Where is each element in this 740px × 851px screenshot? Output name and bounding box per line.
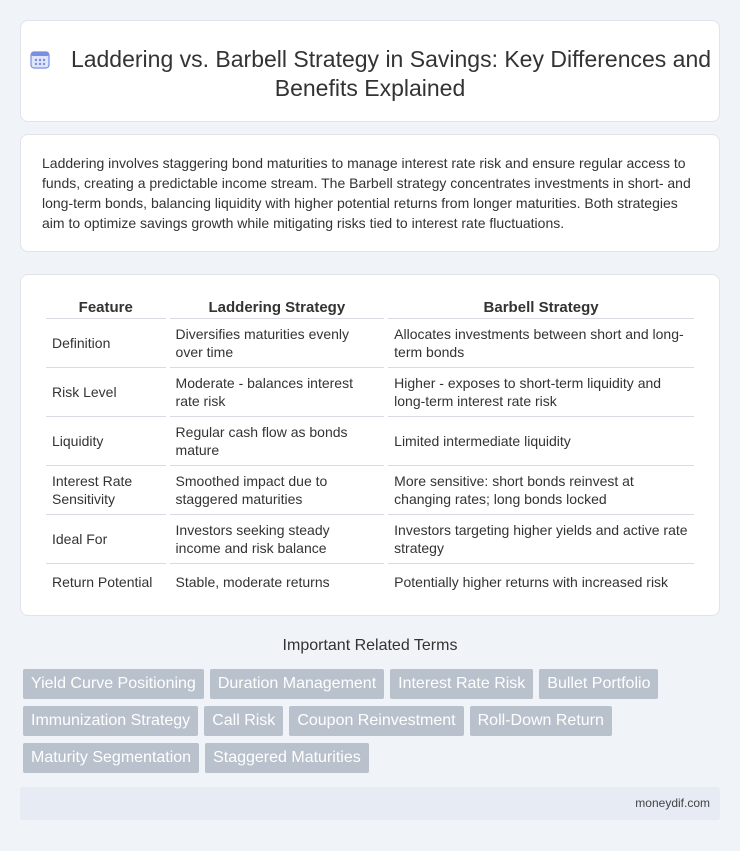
- header-card: [20, 20, 720, 122]
- calendar-icon: [29, 48, 51, 70]
- feature-cell: Interest Rate Sensitivity: [46, 466, 166, 515]
- laddering-cell: Moderate - balances interest rate risk: [170, 368, 385, 417]
- barbell-cell: Potentially higher returns with increased risk: [394, 573, 669, 590]
- related-term-tag[interactable]: Roll-Down Return: [470, 706, 612, 736]
- feature-cell: Ideal For: [46, 515, 166, 564]
- related-term-tag[interactable]: Staggered Maturities: [205, 743, 369, 773]
- related-term-tag[interactable]: Yield Curve Positioning: [23, 669, 204, 699]
- table-row: [46, 515, 694, 564]
- table-row: [46, 417, 694, 466]
- barbell-cell: Higher - exposes to short-term liquidity and long-term interest rate risk: [388, 368, 694, 417]
- footer-site-link[interactable]: moneydif.com: [635, 796, 710, 810]
- barbell-cell: Limited intermediate liquidity: [388, 417, 694, 466]
- table-row: [46, 368, 694, 417]
- laddering-cell: Investors seeking steady income and risk balance: [170, 515, 385, 564]
- header-barbell: Barbell Strategy: [388, 295, 694, 319]
- intro-paragraph: Laddering involves staggering bond maturities to manage interest rate risk and ensure regular access to funds, creating a predictable income stream. The Barbell strategy concentrates investments in short- and long-term bonds, balancing liquidity with higher potential returns from longer maturities. Both strategies aim to optimize savings growth while mitigating risks tied to interest rate fluctuations.: [42, 155, 691, 231]
- related-term-tag[interactable]: Coupon Reinvestment: [289, 706, 463, 736]
- related-term-tag[interactable]: Duration Management: [210, 669, 384, 699]
- table-row: [46, 319, 694, 368]
- laddering-cell: Regular cash flow as bonds mature: [170, 417, 385, 466]
- related-term-tag[interactable]: Maturity Segmentation: [23, 743, 199, 773]
- related-term-tag[interactable]: Call Risk: [204, 706, 283, 736]
- related-term-tag[interactable]: Bullet Portfolio: [539, 669, 658, 699]
- feature-cell: Return Potential: [52, 573, 153, 590]
- laddering-cell: Diversifies maturities evenly over time: [170, 319, 385, 368]
- page-title-text: Laddering vs. Barbell Strategy in Savings: Key Differences and Benefits Explained: [70, 46, 712, 101]
- title-wrap: [21, 45, 719, 103]
- table-row: [46, 466, 694, 515]
- related-term-tag[interactable]: Immunization Strategy: [23, 706, 198, 736]
- related-terms-title: Important Related Terms: [282, 637, 458, 654]
- feature-cell: Risk Level: [46, 368, 166, 417]
- feature-cell: Definition: [46, 319, 166, 368]
- laddering-cell: Smoothed impact due to staggered maturities: [170, 466, 385, 515]
- page-title: [21, 45, 719, 103]
- related-terms-list: [23, 669, 713, 780]
- intro-card: [20, 134, 720, 252]
- barbell-cell: Investors targeting higher yields and active rate strategy: [388, 515, 694, 564]
- header-feature: Feature: [46, 295, 166, 319]
- feature-cell: Liquidity: [46, 417, 166, 466]
- related-term-tag[interactable]: Interest Rate Risk: [390, 669, 533, 699]
- table-row: [46, 564, 694, 599]
- comparison-table-card: [20, 274, 720, 616]
- footer: [20, 787, 720, 820]
- table-header-row: [46, 295, 694, 319]
- laddering-cell: Stable, moderate returns: [175, 573, 330, 590]
- barbell-cell: Allocates investments between short and long-term bonds: [388, 319, 694, 368]
- comparison-table: [42, 295, 698, 599]
- header-laddering: Laddering Strategy: [170, 295, 385, 319]
- barbell-cell: More sensitive: short bonds reinvest at changing rates; long bonds locked: [388, 466, 694, 515]
